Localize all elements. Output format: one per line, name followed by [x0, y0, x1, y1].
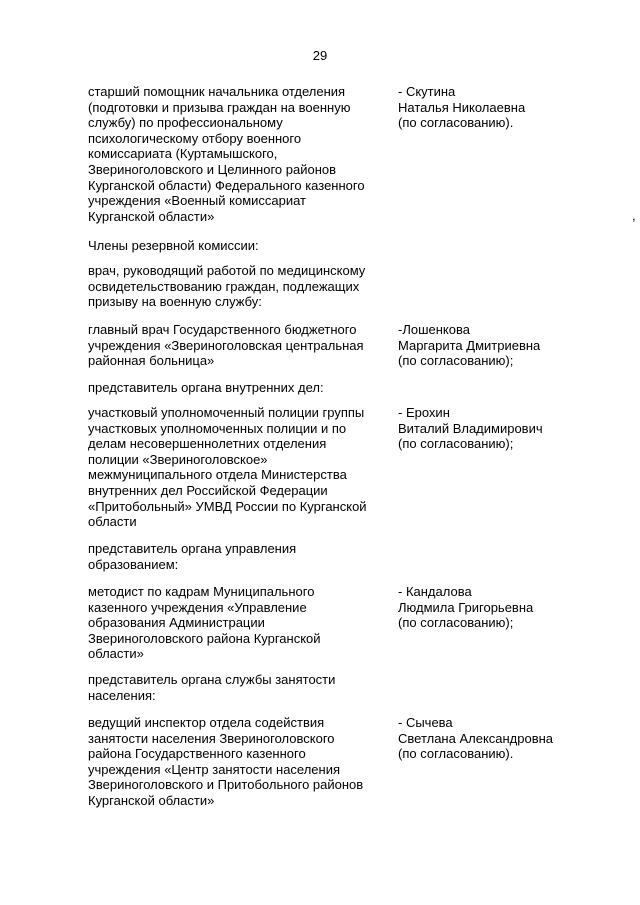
page-number: 29	[312, 48, 328, 63]
position-description: участковый уполномоченный полиции группы участковых уполномоченных полиции и по делам несовершеннолетних отделения полиции «Звериноголовское» межмуниципального отдела Министерства внутренних дел Российской Федерации «Притобольный» УМВД России по Курганской области	[88, 405, 367, 530]
member-name: - Ерохин Виталий Владимирович (по согласованию);	[398, 405, 543, 452]
section-heading-reserve-members	[88, 238, 388, 254]
role-heading-doctor	[88, 263, 388, 310]
position-description: старший помощник начальника отделения (подготовки и призыва граждан на военную службу) по профессиональному психологическому отбору военного комиссариата (Куртамышского, Звериноголовского и Целинного районов Курганской области) Федерального казенного учреждения «Военный комиссариат Курганской области»	[88, 84, 365, 224]
commission-entry-kandalova	[88, 584, 534, 662]
commission-entry-skutina	[88, 84, 526, 224]
role-heading-education	[88, 541, 388, 572]
role-heading: представитель органа управления образованием:	[88, 541, 297, 572]
role-heading-police	[88, 380, 388, 396]
role-heading-employment	[88, 672, 388, 703]
commission-entry-loshenkova	[88, 322, 541, 369]
role-heading: представитель органа службы занятости населения:	[88, 672, 336, 703]
commission-entry-sycheva	[88, 715, 554, 809]
role-heading: врач, руководящий работой по медицинскому освидетельствованию граждан, подлежащих призыву на военную службу:	[88, 263, 366, 310]
member-name: - Сычева Светлана Александровна (по согласованию).	[398, 715, 554, 762]
commission-entry-erokhin	[88, 405, 543, 530]
member-name: - Скутина Наталья Николаевна (по согласованию).	[398, 84, 526, 131]
role-heading: представитель органа внутренних дел:	[88, 380, 324, 395]
position-description: методист по кадрам Муниципального казенного учреждения «Управление образования Администрации Звериноголовского района Курганской области»	[88, 584, 321, 662]
member-name: -Лошенкова Маргарита Дмитриевна (по согласованию);	[398, 322, 541, 369]
position-description: ведущий инспектор отдела содействия занятости населения Звериноголовского района Государственного казенного учреждения «Центр занятости населения Звериноголовского и Притобольного районов Курганской области»	[88, 715, 364, 808]
section-heading: Члены резервной комиссии:	[88, 238, 259, 253]
member-name: - Кандалова Людмила Григорьевна (по согласованию);	[398, 584, 534, 631]
stray-mark: ,	[632, 208, 636, 223]
position-description: главный врач Государственного бюджетного учреждения «Звериноголовская центральная районная больница»	[88, 322, 364, 369]
